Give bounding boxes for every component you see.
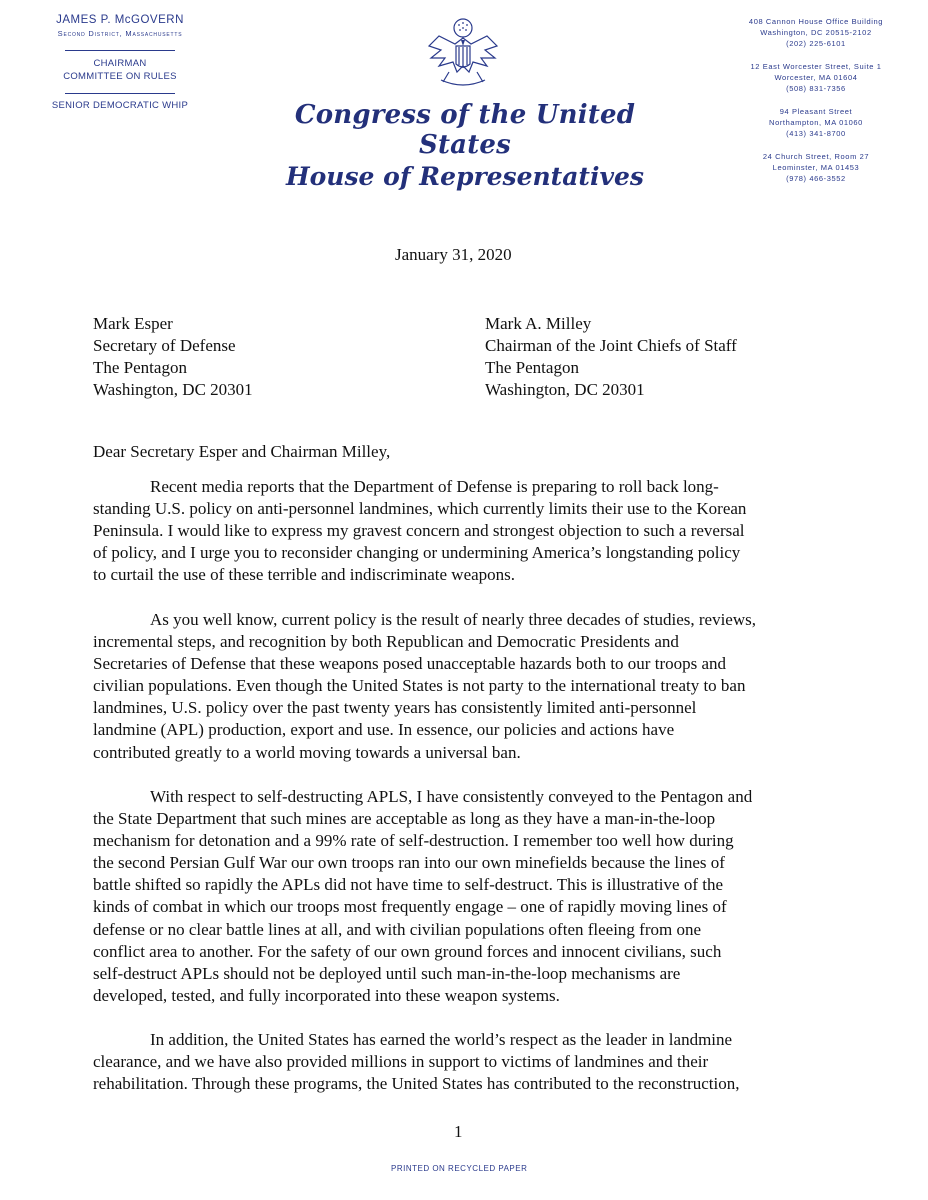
office-city: Northampton, MA 01060 xyxy=(769,118,863,127)
paragraph-line: to curtail the use of these terrible and indiscriminate weapons. xyxy=(93,565,516,585)
paragraph-line: the second Persian Gulf War our own troops ran into our own minefields because the lines of xyxy=(93,853,725,873)
recycled-paper-note: PRINTED ON RECYCLED PAPER xyxy=(391,1164,528,1173)
recipient-line: Washington, DC 20301 xyxy=(485,380,645,399)
chairman-label: CHAIRMAN xyxy=(93,58,147,69)
office-addresses xyxy=(716,16,916,196)
member-name: JAMES P. McGOVERN xyxy=(56,14,184,26)
salutation: Dear Secretary Esper and Chairman Milley, xyxy=(93,442,391,461)
office-street: 94 Pleasant Street xyxy=(779,107,853,116)
office-phone: (202) 225-6101 xyxy=(786,39,846,48)
member-district: Second District, Massachusetts xyxy=(57,29,183,38)
letter-date: January 31, 2020 xyxy=(395,245,512,264)
paragraph-line: the State Department that such mines are acceptable as long as they have a man-in-the-loop xyxy=(93,809,716,829)
office-address xyxy=(716,16,916,49)
body-paragraph xyxy=(93,786,833,1007)
recipient-line: The Pentagon xyxy=(485,358,579,377)
paragraph-line: developed, tested, and fully incorporated into these weapon systems. xyxy=(93,985,560,1005)
office-address xyxy=(716,151,916,184)
page-number: 1 xyxy=(454,1122,463,1141)
office-address xyxy=(716,61,916,94)
house-title: House of Representatives xyxy=(286,162,644,191)
office-city: Leominster, MA 01453 xyxy=(772,163,860,172)
recipient-milley xyxy=(485,313,737,401)
chairman-title xyxy=(20,57,220,83)
office-address xyxy=(716,106,916,139)
paragraph-line: self-destruct APLs should not be deployed until such man-in-the-loop mechanisms are xyxy=(93,963,681,983)
paragraph-line: Recent media reports that the Department of Defense is preparing to roll back long- xyxy=(150,477,719,496)
paragraph-line: conflict area to another. For the safety of our own ground forces and innocent civilians, such xyxy=(93,941,722,961)
recipient-line: Secretary of Defense xyxy=(93,336,236,355)
letterhead-left xyxy=(20,14,220,111)
eagle-seal-icon xyxy=(425,16,501,94)
paragraph-line: In addition, the United States has earned the world’s respect as the leader in landmine xyxy=(150,1030,733,1049)
paragraph-line: With respect to self-destructing APLS, I have consistently conveyed to the Pentagon and xyxy=(150,787,753,806)
paragraph-line: defense or no clear battle lines at all, and with civilian populations often fleeing from one xyxy=(93,919,702,939)
office-street: 408 Cannon House Office Building xyxy=(748,17,884,26)
divider xyxy=(65,50,175,51)
body-paragraph xyxy=(93,1029,833,1095)
paragraph-line: standing U.S. policy on anti-personnel landmines, which currently limits their use to the Korean xyxy=(93,499,747,519)
recipient-line: Chairman of the Joint Chiefs of Staff xyxy=(485,336,737,355)
recipient-line: The Pentagon xyxy=(93,358,187,377)
office-city: Washington, DC 20515-2102 xyxy=(760,28,872,37)
paragraph-line: contributed greatly to a world moving towards a universal ban. xyxy=(93,742,521,762)
divider xyxy=(65,93,175,94)
paragraph-line: Secretaries of Defense that these weapons posed unacceptable hazards both to our troops and xyxy=(93,654,727,674)
paragraph-line: battle shifted so rapidly the APLs did not have time to self-destruct. This is illustrative of the xyxy=(93,875,723,895)
body-paragraph xyxy=(93,609,833,764)
office-phone: (978) 466-3552 xyxy=(786,174,846,183)
paragraph-line: As you well know, current policy is the result of nearly three decades of studies, reviews, xyxy=(150,610,756,629)
recipient-line: Washington, DC 20301 xyxy=(93,380,253,399)
office-phone: (413) 341-8700 xyxy=(786,129,846,138)
letterhead-title xyxy=(250,100,680,191)
whip-title: SENIOR DEMOCRATIC WHIP xyxy=(51,100,189,111)
office-street: 12 East Worcester Street, Suite 1 xyxy=(750,62,882,71)
paragraph-line: clearance, and we have also provided millions in support to victims of landmines and their xyxy=(93,1052,709,1072)
congress-title: Congress of the United States xyxy=(294,100,636,160)
office-city: Worcester, MA 01604 xyxy=(774,73,858,82)
paragraph-line: landmines, U.S. policy over the past twenty years has consistently limited anti-personnel xyxy=(93,698,697,718)
office-street: 24 Church Street, Room 27 xyxy=(762,152,870,161)
paragraph-line: landmine (APL) production, export and use. In essence, our policies and actions have xyxy=(93,720,675,740)
recipient-esper xyxy=(93,313,253,401)
paragraph-line: civilian populations. Even though the United States is not party to the international treaty to ban xyxy=(93,676,746,696)
paragraph-line: Peninsula. I would like to express my gravest concern and strongest objection to such a reversal xyxy=(93,521,745,541)
paragraph-line: kinds of combat in which our troops most frequently engage – one of rapidly moving lines of xyxy=(93,897,727,917)
office-phone: (508) 831-7356 xyxy=(786,84,846,93)
committee-label: COMMITTEE ON RULES xyxy=(63,71,177,82)
recipient-line: Mark A. Milley xyxy=(485,314,592,333)
paragraph-line: mechanism for detonation and a 99% rate of self-destruction. I remember too well how during xyxy=(93,831,734,851)
paragraph-line: rehabilitation. Through these programs, the United States has contributed to the reconstruction, xyxy=(93,1074,740,1094)
paragraph-line: of policy, and I urge you to reconsider changing or undermining America’s longstanding policy xyxy=(93,543,741,563)
paragraph-line: incremental steps, and recognition by both Republican and Democratic Presidents and xyxy=(93,632,679,652)
recipient-line: Mark Esper xyxy=(93,314,173,333)
body-paragraph xyxy=(93,476,833,586)
